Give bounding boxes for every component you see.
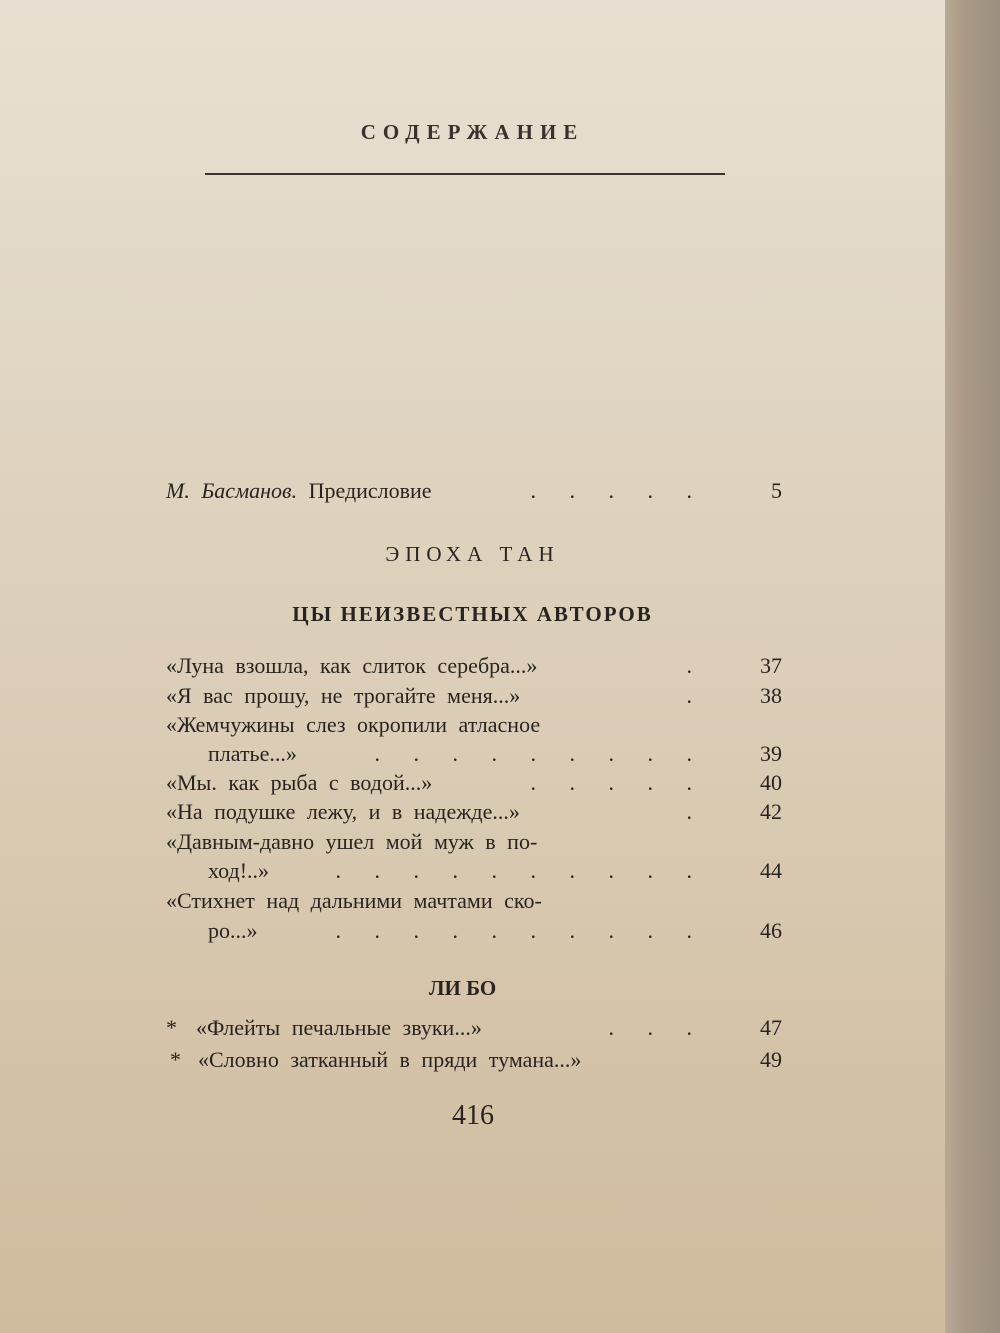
leader-dots: . . . . . . . . . . [335,918,706,943]
entry-title-cont: платье...» [208,741,297,766]
page-ref: 42 [760,799,782,824]
entry-title: «Стихнет над дальними мачтами ско- [166,888,542,913]
page-ref: 37 [760,653,782,678]
entry-title: «Жемчужины слез окропили атласное [166,712,541,737]
entry-title: «Давным-давно ушел мой муж в по- [166,829,538,854]
leader-dots: . . . . . [530,478,706,503]
section-heading: ЦЫ НЕИЗВЕСТНЫХ АВТОРОВ [292,602,653,626]
page-ref: 44 [760,858,782,883]
entry-title: «На подушке лежу, и в надежде...» [166,799,520,824]
section-heading: ЭПОХА ТАН [385,542,560,566]
section-heading: ЛИ БО [428,976,497,1000]
entry-title-cont: ход!..» [208,858,270,883]
toc-entry [166,887,782,915]
entry-title: «Я вас прошу, не трогайте меня...» [166,683,521,708]
toc-entry [166,769,782,797]
toc-entry [166,1046,782,1074]
entry-title: «Словно затканный в пряди тумана...» [198,1047,582,1072]
leader-dots: . . . [608,1015,706,1040]
asterisk-marker: * [166,1015,177,1040]
entry-title-cont: ро...» [208,918,258,943]
toc-entry-preface [166,477,782,505]
toc-entry [166,682,782,710]
toc-entry-continuation [166,917,782,945]
page-ref: 47 [760,1015,782,1040]
toc-entry [166,798,782,826]
toc-entry [166,828,782,856]
page-ref: 39 [760,741,782,766]
page-edge [945,0,1000,1333]
page-ref: 5 [771,478,782,503]
leader-dots: . [686,653,706,678]
page-ref: 46 [760,918,782,943]
page-ref: 49 [760,1047,782,1072]
preface-label: Предисловие [308,478,432,503]
preface-author: М. Басманов. [166,478,298,503]
page-ref: 38 [760,683,782,708]
toc-entry-continuation [166,857,782,885]
page-ref: 40 [760,770,782,795]
leader-dots: . . . . . . . . . [374,741,706,766]
leader-dots: . . . . . . . . . . [335,858,706,883]
toc-entry [166,711,782,739]
entry-title: «Мы. как рыба с водой...» [166,770,433,795]
page-number: 416 [452,1100,494,1131]
title-rule [205,173,725,175]
leader-dots: . [686,683,706,708]
leader-dots: . [686,799,706,824]
toc-entry-continuation [166,740,782,768]
page-title: СОДЕРЖАНИЕ [360,120,585,144]
entry-title: «Флейты печальные звуки...» [196,1015,482,1040]
entry-title: «Луна взошла, как слиток серебра...» [166,653,538,678]
toc-entry [166,652,782,680]
asterisk-marker: * [170,1047,181,1072]
toc-entry [166,1014,782,1042]
leader-dots: . . . . . [530,770,706,795]
